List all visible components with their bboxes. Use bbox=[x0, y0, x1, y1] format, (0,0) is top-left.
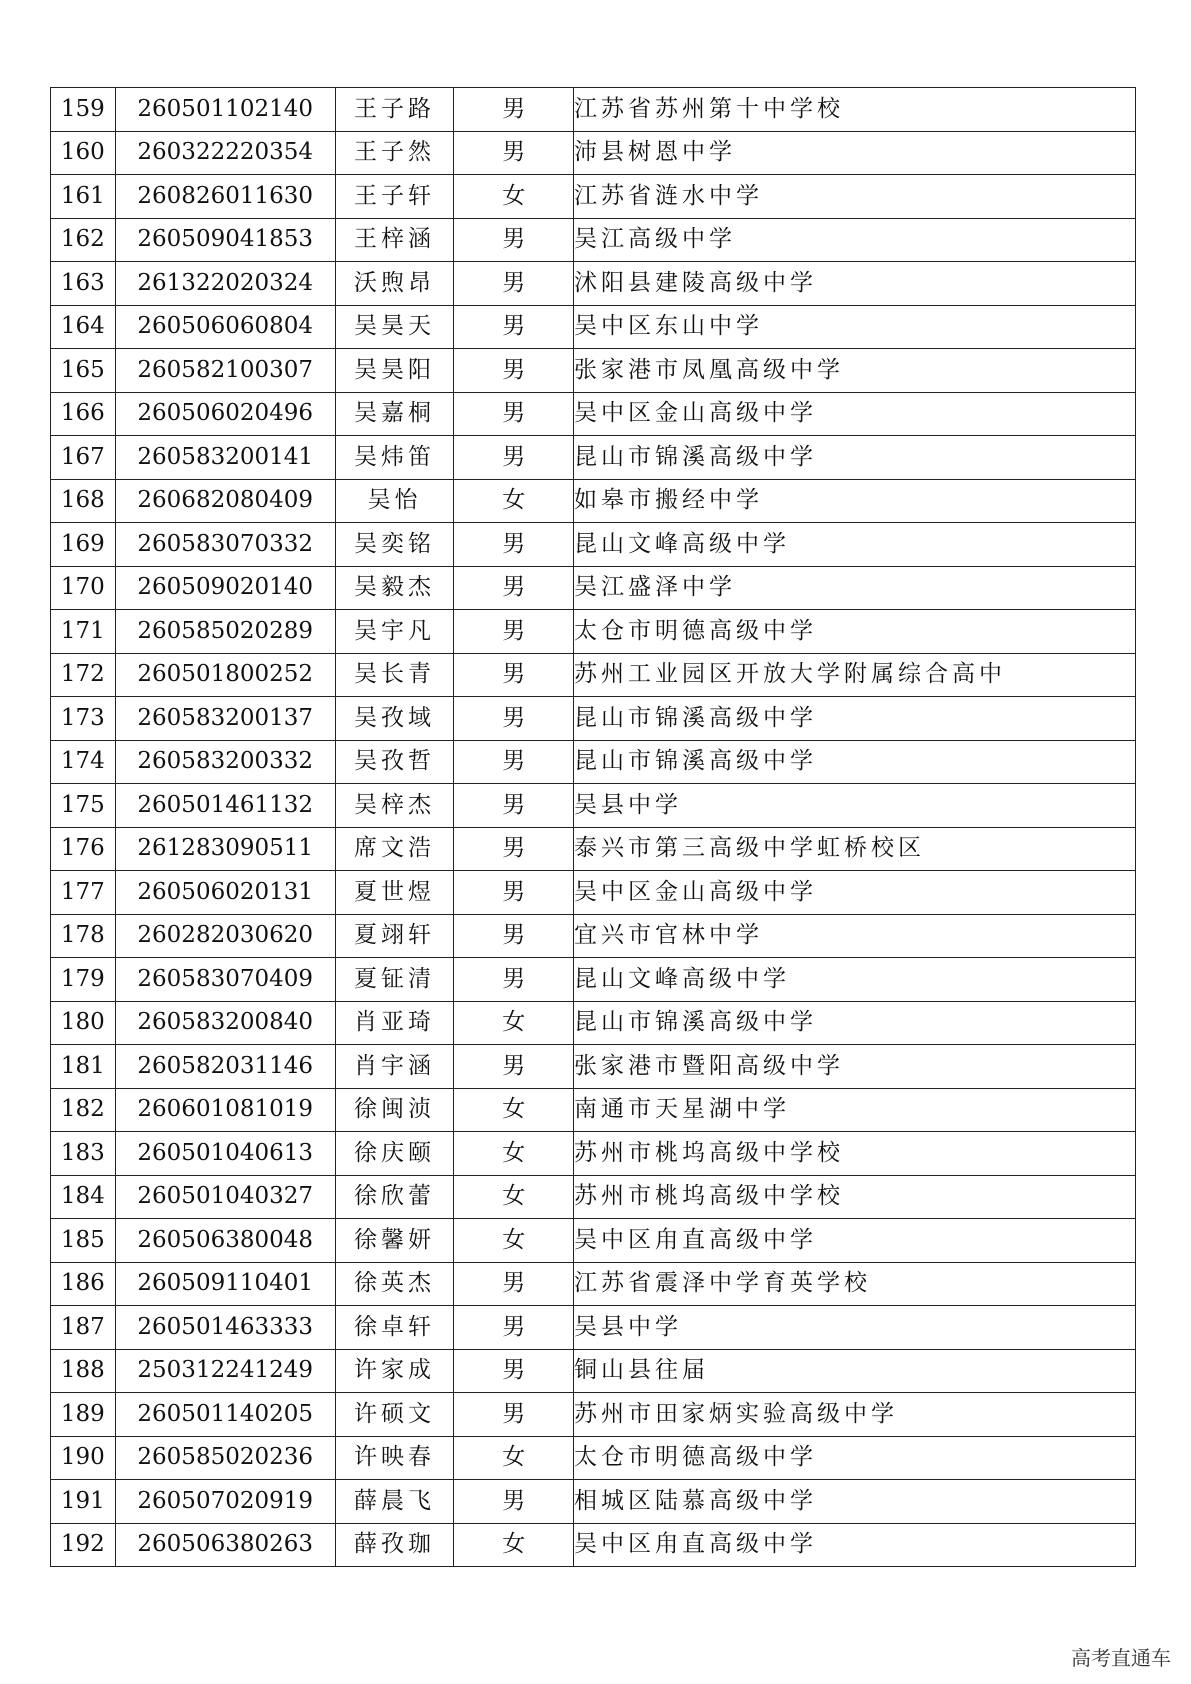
student-name: 夏世煜 bbox=[335, 871, 454, 915]
table-row bbox=[51, 523, 1136, 567]
roster-body bbox=[51, 88, 1136, 1567]
student-name: 席文浩 bbox=[335, 827, 454, 871]
table-row bbox=[51, 610, 1136, 654]
exam-id: 260583200840 bbox=[115, 1001, 335, 1045]
student-name: 许硕文 bbox=[335, 1393, 454, 1437]
exam-id: 260509041853 bbox=[115, 218, 335, 262]
school-name: 昆山市锦溪高级中学 bbox=[574, 697, 1136, 741]
student-name: 吴昊阳 bbox=[335, 349, 454, 393]
table-row bbox=[51, 1088, 1136, 1132]
exam-id: 260509020140 bbox=[115, 566, 335, 610]
school-name: 江苏省苏州第十中学校 bbox=[574, 88, 1136, 132]
school-name: 吴江盛泽中学 bbox=[574, 566, 1136, 610]
row-number: 161 bbox=[51, 175, 116, 219]
student-name: 吴嘉桐 bbox=[335, 392, 454, 436]
table-row bbox=[51, 914, 1136, 958]
table-row bbox=[51, 1262, 1136, 1306]
student-gender: 男 bbox=[454, 392, 574, 436]
student-name: 许映春 bbox=[335, 1436, 454, 1480]
student-name: 吴孜域 bbox=[335, 697, 454, 741]
student-name: 吴昊天 bbox=[335, 305, 454, 349]
school-name: 南通市天星湖中学 bbox=[574, 1088, 1136, 1132]
student-name: 吴怡 bbox=[335, 479, 454, 523]
school-name: 沛县树恩中学 bbox=[574, 131, 1136, 175]
row-number: 165 bbox=[51, 349, 116, 393]
student-gender: 女 bbox=[454, 1088, 574, 1132]
student-gender: 男 bbox=[454, 523, 574, 567]
student-roster-table bbox=[50, 87, 1136, 1567]
exam-id: 260507020919 bbox=[115, 1480, 335, 1524]
student-gender: 男 bbox=[454, 218, 574, 262]
school-name: 相城区陆慕高级中学 bbox=[574, 1480, 1136, 1524]
school-name: 吴中区金山高级中学 bbox=[574, 871, 1136, 915]
school-name: 昆山市锦溪高级中学 bbox=[574, 1001, 1136, 1045]
row-number: 184 bbox=[51, 1175, 116, 1219]
exam-id: 260583070332 bbox=[115, 523, 335, 567]
student-gender: 女 bbox=[454, 1523, 574, 1567]
student-gender: 男 bbox=[454, 740, 574, 784]
table-row bbox=[51, 827, 1136, 871]
student-gender: 男 bbox=[454, 262, 574, 306]
row-number: 177 bbox=[51, 871, 116, 915]
table-row bbox=[51, 740, 1136, 784]
row-number: 171 bbox=[51, 610, 116, 654]
exam-id: 260501461132 bbox=[115, 784, 335, 828]
student-gender: 女 bbox=[454, 479, 574, 523]
student-gender: 男 bbox=[454, 827, 574, 871]
exam-id: 260583070409 bbox=[115, 958, 335, 1002]
row-number: 182 bbox=[51, 1088, 116, 1132]
student-name: 王子路 bbox=[335, 88, 454, 132]
exam-id: 250312241249 bbox=[115, 1349, 335, 1393]
exam-id: 260506060804 bbox=[115, 305, 335, 349]
table-row bbox=[51, 1045, 1136, 1089]
exam-id: 260501040327 bbox=[115, 1175, 335, 1219]
school-name: 吴县中学 bbox=[574, 1306, 1136, 1350]
student-gender: 女 bbox=[454, 1001, 574, 1045]
school-name: 吴江高级中学 bbox=[574, 218, 1136, 262]
student-name: 王梓涵 bbox=[335, 218, 454, 262]
row-number: 178 bbox=[51, 914, 116, 958]
table-row bbox=[51, 436, 1136, 480]
row-number: 168 bbox=[51, 479, 116, 523]
exam-id: 260826011630 bbox=[115, 175, 335, 219]
student-name: 沃煦昂 bbox=[335, 262, 454, 306]
row-number: 176 bbox=[51, 827, 116, 871]
table-row bbox=[51, 1436, 1136, 1480]
school-name: 吴中区甪直高级中学 bbox=[574, 1523, 1136, 1567]
school-name: 吴中区东山中学 bbox=[574, 305, 1136, 349]
student-gender: 女 bbox=[454, 175, 574, 219]
row-number: 192 bbox=[51, 1523, 116, 1567]
exam-id: 260601081019 bbox=[115, 1088, 335, 1132]
school-name: 张家港市暨阳高级中学 bbox=[574, 1045, 1136, 1089]
student-gender: 男 bbox=[454, 914, 574, 958]
exam-id: 260506020131 bbox=[115, 871, 335, 915]
row-number: 174 bbox=[51, 740, 116, 784]
school-name: 张家港市凤凰高级中学 bbox=[574, 349, 1136, 393]
student-gender: 男 bbox=[454, 610, 574, 654]
row-number: 159 bbox=[51, 88, 116, 132]
student-name: 肖宇涵 bbox=[335, 1045, 454, 1089]
row-number: 169 bbox=[51, 523, 116, 567]
student-name: 徐闽浈 bbox=[335, 1088, 454, 1132]
exam-id: 260501463333 bbox=[115, 1306, 335, 1350]
student-gender: 女 bbox=[454, 1132, 574, 1176]
table-row bbox=[51, 88, 1136, 132]
student-gender: 女 bbox=[454, 1175, 574, 1219]
row-number: 185 bbox=[51, 1219, 116, 1263]
table-row bbox=[51, 566, 1136, 610]
row-number: 180 bbox=[51, 1001, 116, 1045]
row-number: 172 bbox=[51, 653, 116, 697]
student-name: 夏钲清 bbox=[335, 958, 454, 1002]
school-name: 太仓市明德高级中学 bbox=[574, 610, 1136, 654]
student-gender: 男 bbox=[454, 697, 574, 741]
student-gender: 男 bbox=[454, 871, 574, 915]
exam-id: 260506020496 bbox=[115, 392, 335, 436]
student-gender: 男 bbox=[454, 349, 574, 393]
table-row bbox=[51, 479, 1136, 523]
student-name: 许家成 bbox=[335, 1349, 454, 1393]
student-name: 肖亚琦 bbox=[335, 1001, 454, 1045]
row-number: 186 bbox=[51, 1262, 116, 1306]
table-row bbox=[51, 1393, 1136, 1437]
exam-id: 260583200332 bbox=[115, 740, 335, 784]
row-number: 162 bbox=[51, 218, 116, 262]
exam-id: 260509110401 bbox=[115, 1262, 335, 1306]
student-name: 夏翊轩 bbox=[335, 914, 454, 958]
student-gender: 男 bbox=[454, 653, 574, 697]
exam-id: 260322220354 bbox=[115, 131, 335, 175]
school-name: 太仓市明德高级中学 bbox=[574, 1436, 1136, 1480]
student-gender: 男 bbox=[454, 958, 574, 1002]
school-name: 江苏省震泽中学育英学校 bbox=[574, 1262, 1136, 1306]
exam-id: 260682080409 bbox=[115, 479, 335, 523]
student-name: 吴宇凡 bbox=[335, 610, 454, 654]
table-row bbox=[51, 1175, 1136, 1219]
row-number: 183 bbox=[51, 1132, 116, 1176]
table-row bbox=[51, 218, 1136, 262]
school-name: 昆山文峰高级中学 bbox=[574, 958, 1136, 1002]
school-name: 江苏省涟水中学 bbox=[574, 175, 1136, 219]
exam-id: 260582100307 bbox=[115, 349, 335, 393]
student-gender: 男 bbox=[454, 88, 574, 132]
table-row bbox=[51, 131, 1136, 175]
exam-id: 260506380263 bbox=[115, 1523, 335, 1567]
exam-id: 260282030620 bbox=[115, 914, 335, 958]
table-row bbox=[51, 1001, 1136, 1045]
exam-id: 260506380048 bbox=[115, 1219, 335, 1263]
student-name: 徐卓轩 bbox=[335, 1306, 454, 1350]
student-gender: 男 bbox=[454, 1349, 574, 1393]
school-name: 昆山市锦溪高级中学 bbox=[574, 436, 1136, 480]
school-name: 昆山文峰高级中学 bbox=[574, 523, 1136, 567]
exam-id: 260501040613 bbox=[115, 1132, 335, 1176]
student-name: 薛孜珈 bbox=[335, 1523, 454, 1567]
school-name: 铜山县往届 bbox=[574, 1349, 1136, 1393]
exam-id: 260583200137 bbox=[115, 697, 335, 741]
exam-id: 261322020324 bbox=[115, 262, 335, 306]
table-row bbox=[51, 1132, 1136, 1176]
student-gender: 男 bbox=[454, 305, 574, 349]
table-row bbox=[51, 784, 1136, 828]
school-name: 如皋市搬经中学 bbox=[574, 479, 1136, 523]
student-gender: 男 bbox=[454, 566, 574, 610]
row-number: 179 bbox=[51, 958, 116, 1002]
school-name: 苏州市桃坞高级中学校 bbox=[574, 1175, 1136, 1219]
table-row bbox=[51, 1306, 1136, 1350]
student-name: 吴毅杰 bbox=[335, 566, 454, 610]
row-number: 189 bbox=[51, 1393, 116, 1437]
watermark-text: 高考直通车 bbox=[1071, 1646, 1171, 1670]
student-gender: 男 bbox=[454, 1480, 574, 1524]
table-row bbox=[51, 175, 1136, 219]
school-name: 泰兴市第三高级中学虹桥校区 bbox=[574, 827, 1136, 871]
school-name: 吴中区金山高级中学 bbox=[574, 392, 1136, 436]
student-name: 徐英杰 bbox=[335, 1262, 454, 1306]
row-number: 164 bbox=[51, 305, 116, 349]
student-name: 徐庆颐 bbox=[335, 1132, 454, 1176]
student-name: 吴梓杰 bbox=[335, 784, 454, 828]
school-name: 沭阳县建陵高级中学 bbox=[574, 262, 1136, 306]
student-name: 王子轩 bbox=[335, 175, 454, 219]
school-name: 吴中区甪直高级中学 bbox=[574, 1219, 1136, 1263]
table-row bbox=[51, 392, 1136, 436]
student-gender: 男 bbox=[454, 436, 574, 480]
table-row bbox=[51, 1219, 1136, 1263]
exam-id: 260582031146 bbox=[115, 1045, 335, 1089]
school-name: 苏州工业园区开放大学附属综合高中 bbox=[574, 653, 1136, 697]
student-gender: 男 bbox=[454, 1262, 574, 1306]
row-number: 190 bbox=[51, 1436, 116, 1480]
school-name: 苏州市田家炳实验高级中学 bbox=[574, 1393, 1136, 1437]
row-number: 181 bbox=[51, 1045, 116, 1089]
row-number: 175 bbox=[51, 784, 116, 828]
exam-id: 260501800252 bbox=[115, 653, 335, 697]
table-row bbox=[51, 1480, 1136, 1524]
exam-id: 261283090511 bbox=[115, 827, 335, 871]
row-number: 187 bbox=[51, 1306, 116, 1350]
student-name: 徐欣蕾 bbox=[335, 1175, 454, 1219]
row-number: 188 bbox=[51, 1349, 116, 1393]
row-number: 191 bbox=[51, 1480, 116, 1524]
student-name: 吴孜哲 bbox=[335, 740, 454, 784]
row-number: 166 bbox=[51, 392, 116, 436]
student-name: 吴奕铭 bbox=[335, 523, 454, 567]
student-gender: 男 bbox=[454, 1393, 574, 1437]
student-gender: 男 bbox=[454, 1045, 574, 1089]
student-name: 王子然 bbox=[335, 131, 454, 175]
table-row bbox=[51, 1523, 1136, 1567]
exam-id: 260501140205 bbox=[115, 1393, 335, 1437]
row-number: 163 bbox=[51, 262, 116, 306]
table-row bbox=[51, 349, 1136, 393]
student-gender: 女 bbox=[454, 1219, 574, 1263]
table-row bbox=[51, 958, 1136, 1002]
exam-id: 260501102140 bbox=[115, 88, 335, 132]
row-number: 170 bbox=[51, 566, 116, 610]
row-number: 160 bbox=[51, 131, 116, 175]
table-row bbox=[51, 1349, 1136, 1393]
student-name: 吴炜笛 bbox=[335, 436, 454, 480]
school-name: 吴县中学 bbox=[574, 784, 1136, 828]
table-row bbox=[51, 871, 1136, 915]
school-name: 宜兴市官林中学 bbox=[574, 914, 1136, 958]
exam-id: 260585020289 bbox=[115, 610, 335, 654]
table-row bbox=[51, 262, 1136, 306]
row-number: 167 bbox=[51, 436, 116, 480]
student-gender: 女 bbox=[454, 1436, 574, 1480]
row-number: 173 bbox=[51, 697, 116, 741]
student-name: 徐馨妍 bbox=[335, 1219, 454, 1263]
student-gender: 男 bbox=[454, 131, 574, 175]
student-gender: 男 bbox=[454, 784, 574, 828]
student-gender: 男 bbox=[454, 1306, 574, 1350]
table-row bbox=[51, 697, 1136, 741]
school-name: 苏州市桃坞高级中学校 bbox=[574, 1132, 1136, 1176]
table-row bbox=[51, 653, 1136, 697]
exam-id: 260585020236 bbox=[115, 1436, 335, 1480]
exam-id: 260583200141 bbox=[115, 436, 335, 480]
student-name: 薛晨飞 bbox=[335, 1480, 454, 1524]
table-row bbox=[51, 305, 1136, 349]
student-name: 吴长青 bbox=[335, 653, 454, 697]
school-name: 昆山市锦溪高级中学 bbox=[574, 740, 1136, 784]
